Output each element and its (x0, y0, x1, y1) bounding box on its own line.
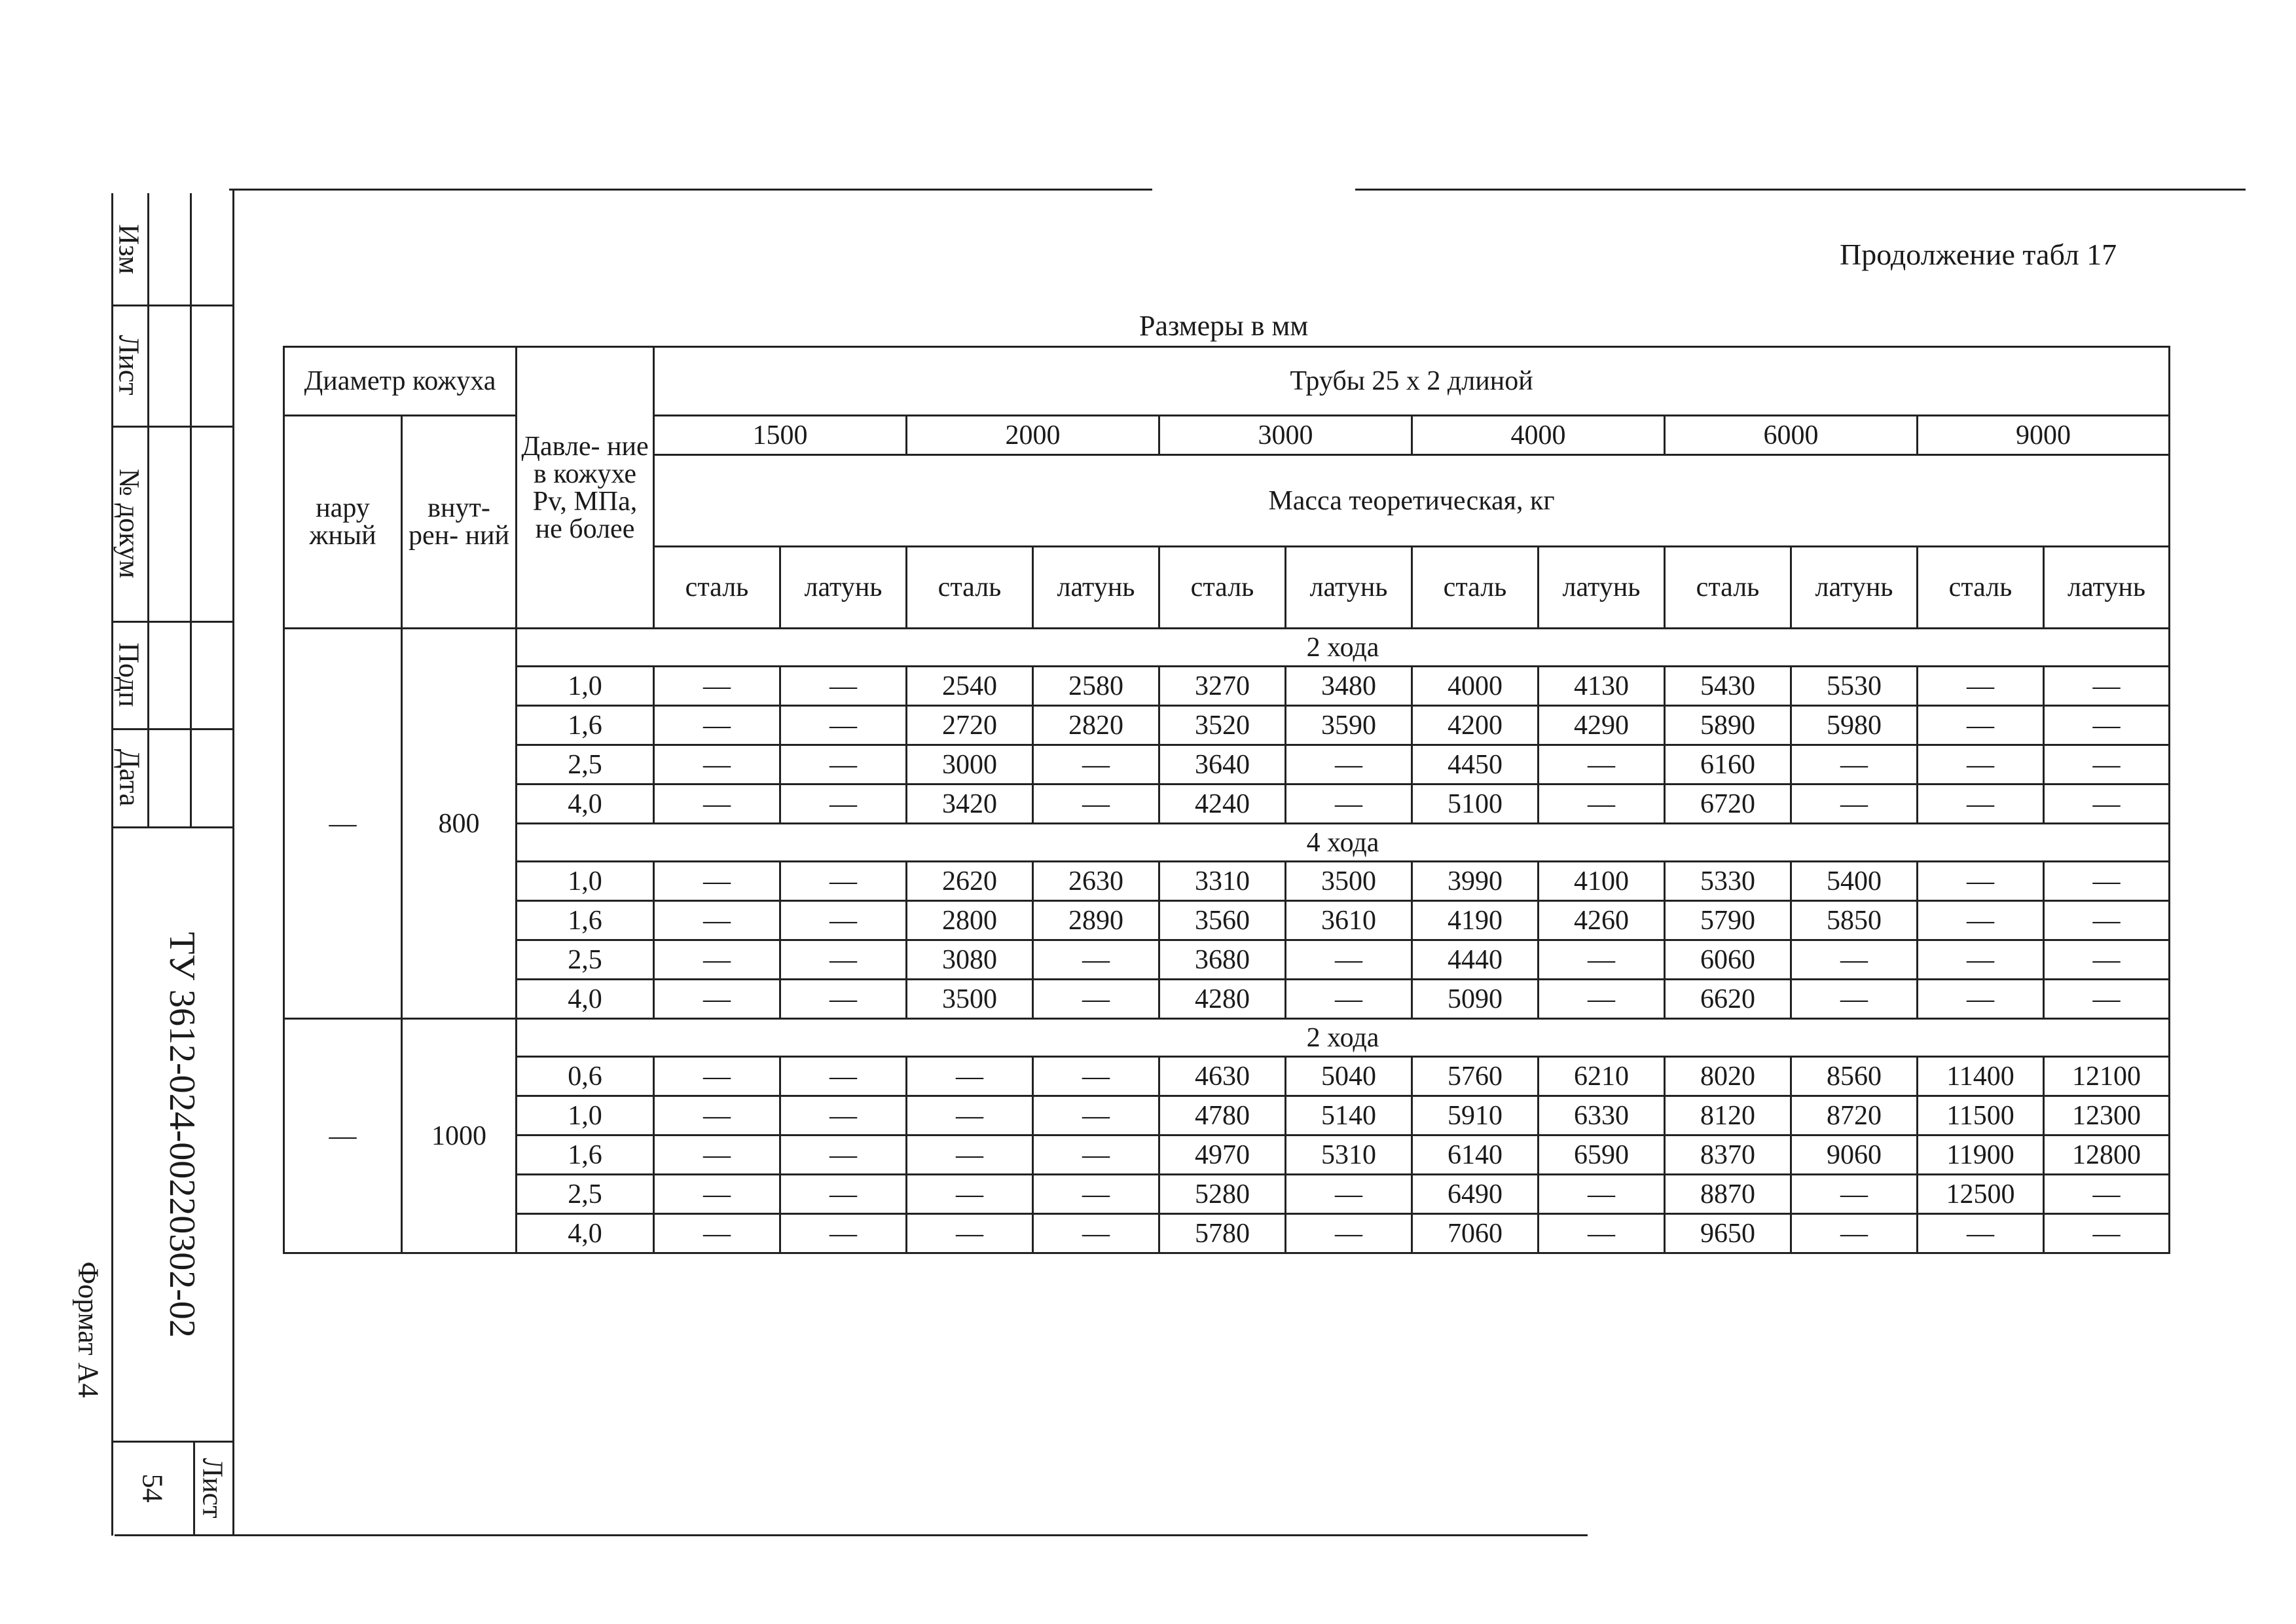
mass-cell: 6490 (1412, 1175, 1539, 1214)
mass-cell: — (654, 980, 780, 1019)
mass-cell: — (1286, 1175, 1412, 1214)
pressure-cell: 0,6 (517, 1057, 654, 1096)
mass-cell: 2800 (907, 901, 1033, 940)
mass-cell: 8370 (1665, 1135, 1791, 1175)
mass-cell: 3560 (1159, 901, 1286, 940)
material-header: латунь (1286, 547, 1412, 629)
table-row (284, 745, 2170, 784)
inner-diameter-cell: 1000 (402, 1019, 517, 1253)
mass-cell: — (1539, 1214, 1665, 1253)
pressure-cell: 4,0 (517, 980, 654, 1019)
mass-cell: — (654, 667, 780, 706)
mass-cell: 4970 (1159, 1135, 1286, 1175)
mass-cell: 2820 (1033, 706, 1159, 745)
mass-cell: 4290 (1539, 706, 1665, 745)
mass-cell: 4280 (1159, 980, 1286, 1019)
bottom-border (115, 1534, 1588, 1536)
mass-cell: — (2044, 1175, 2170, 1214)
mass-cell: — (780, 940, 907, 980)
length-header: 2000 (907, 416, 1159, 455)
table-row (284, 1057, 2170, 1096)
mass-cell: — (780, 706, 907, 745)
tubes-header: Трубы 25 х 2 длиной (654, 347, 2170, 416)
mass-cell: — (780, 1175, 907, 1214)
mass-cell: 5760 (1412, 1057, 1539, 1096)
mass-cell: — (780, 1135, 907, 1175)
mass-header: Масса теоретическая, кг (654, 455, 2170, 547)
material-header: латунь (780, 547, 907, 629)
sheet-label-text: Лист (196, 1458, 229, 1519)
mass-cell: 12300 (2044, 1096, 2170, 1135)
mass-cell: 3420 (907, 784, 1033, 824)
mass-cell: 3990 (1412, 862, 1539, 901)
mass-cell: 6160 (1665, 745, 1791, 784)
mass-cell: 4260 (1539, 901, 1665, 940)
mass-cell: 5310 (1286, 1135, 1412, 1175)
length-header: 1500 (654, 416, 907, 455)
material-header: сталь (1412, 547, 1539, 629)
mass-cell: 4190 (1412, 901, 1539, 940)
pressure-cell: 2,5 (517, 940, 654, 980)
mass-cell: — (1033, 1057, 1159, 1096)
mass-cell: 3500 (907, 980, 1033, 1019)
mass-cell: 4200 (1412, 706, 1539, 745)
mass-cell: — (1791, 940, 1918, 980)
mass-cell: — (2044, 745, 2170, 784)
mass-cell: 3000 (907, 745, 1033, 784)
outer-diameter-cell: — (284, 1019, 402, 1253)
mass-cell: — (654, 901, 780, 940)
mass-cell: — (1791, 784, 1918, 824)
mass-cell: 4630 (1159, 1057, 1286, 1096)
mass-cell: — (1791, 1175, 1918, 1214)
table-row (284, 901, 2170, 940)
mass-cell: 8120 (1665, 1096, 1791, 1135)
mass-cell: 5040 (1286, 1057, 1412, 1096)
mass-cell: — (654, 706, 780, 745)
mass-cell: — (1286, 940, 1412, 980)
stamp-doc-no (111, 426, 147, 621)
mass-cell: 6720 (1665, 784, 1791, 824)
mass-cell: — (1791, 980, 1918, 1019)
mass-cell: — (780, 980, 907, 1019)
mass-cell: 5910 (1412, 1096, 1539, 1135)
mass-cell: — (780, 1057, 907, 1096)
mass-cell: 8870 (1665, 1175, 1791, 1214)
section-title: 4 хода (517, 824, 2170, 862)
mass-cell: — (907, 1175, 1033, 1214)
mass-cell: 5890 (1665, 706, 1791, 745)
mass-cell: — (1918, 667, 2044, 706)
stamp-izm-label: Изм (113, 223, 146, 274)
stamp-podp (111, 621, 147, 728)
stamp-list (111, 304, 147, 426)
stamp-list-label: Лист (113, 335, 145, 396)
length-header: 3000 (1159, 416, 1412, 455)
section-row (284, 629, 2170, 667)
mass-cell: 4440 (1412, 940, 1539, 980)
mass-cell: — (780, 1214, 907, 1253)
continuation-title: Продолжение табл 17 (1840, 238, 2117, 271)
mass-cell: — (1918, 940, 2044, 980)
stamp-data (111, 728, 147, 826)
mass-cell: 6330 (1539, 1096, 1665, 1135)
sheet-label (193, 1441, 232, 1536)
mass-cell: — (780, 745, 907, 784)
mass-cell: — (654, 1214, 780, 1253)
mass-cell: — (1791, 1214, 1918, 1253)
stamp-podp-label: Подп (113, 642, 146, 707)
material-header: сталь (654, 547, 780, 629)
mass-cell: 5780 (1159, 1214, 1286, 1253)
stamp-line-2 (147, 193, 149, 828)
mass-cell: — (1033, 745, 1159, 784)
table-row (284, 1135, 2170, 1175)
mass-cell: — (1033, 940, 1159, 980)
sheet-number-text: 54 (136, 1473, 168, 1503)
mass-cell: 5400 (1791, 862, 1918, 901)
mass-cell: 2580 (1033, 667, 1159, 706)
mass-cell: 11400 (1918, 1057, 2044, 1096)
mass-cell: — (2044, 1214, 2170, 1253)
mass-cell: — (1033, 980, 1159, 1019)
material-header: сталь (1918, 547, 2044, 629)
mass-cell: — (654, 1135, 780, 1175)
mass-cell: 9650 (1665, 1214, 1791, 1253)
mass-cell: 4780 (1159, 1096, 1286, 1135)
mass-cell: — (1539, 1175, 1665, 1214)
mass-cell: 12800 (2044, 1135, 2170, 1175)
pressure-cell: 1,6 (517, 1135, 654, 1175)
mass-cell: 4240 (1159, 784, 1286, 824)
stamp-doc-no-label: № докум (113, 468, 146, 578)
table-row (284, 940, 2170, 980)
length-header: 4000 (1412, 416, 1665, 455)
mass-cell: — (1286, 745, 1412, 784)
mass-cell: 5100 (1412, 784, 1539, 824)
mass-cell: — (1918, 980, 2044, 1019)
stamp-data-label: Дата (113, 748, 146, 806)
outer-diameter-cell: — (284, 629, 402, 1019)
mass-cell: 5530 (1791, 667, 1918, 706)
mass-cell: 3640 (1159, 745, 1286, 784)
material-header: сталь (1159, 547, 1286, 629)
mass-cell: — (1286, 784, 1412, 824)
mass-cell: — (1918, 745, 2044, 784)
mass-cell: — (2044, 667, 2170, 706)
format-label (65, 1244, 111, 1414)
mass-cell: — (907, 1096, 1033, 1135)
mass-cell: 4450 (1412, 745, 1539, 784)
mass-cell: 3610 (1286, 901, 1412, 940)
mass-cell: — (2044, 901, 2170, 940)
mass-cell: 11500 (1918, 1096, 2044, 1135)
mass-cell: 2540 (907, 667, 1033, 706)
mass-cell: — (1918, 784, 2044, 824)
mass-cell: 3310 (1159, 862, 1286, 901)
mass-cell: — (654, 784, 780, 824)
mass-cell: — (2044, 980, 2170, 1019)
mass-cell: 7060 (1412, 1214, 1539, 1253)
mass-cell: 3520 (1159, 706, 1286, 745)
document-code-text: ТУ 3612-024-00220302-02 (161, 931, 202, 1338)
mass-cell: 8560 (1791, 1057, 1918, 1096)
mass-cell: 5280 (1159, 1175, 1286, 1214)
mass-cell: — (780, 784, 907, 824)
mass-cell: — (780, 1096, 907, 1135)
mass-cell: — (1918, 862, 2044, 901)
mass-cell: 3680 (1159, 940, 1286, 980)
material-header: латунь (1033, 547, 1159, 629)
header-row-1 (284, 347, 2170, 416)
mass-cell: — (1918, 901, 2044, 940)
table-row (284, 1175, 2170, 1214)
mass-cell: — (654, 1175, 780, 1214)
mass-cell: 6140 (1412, 1135, 1539, 1175)
material-header: сталь (1665, 547, 1791, 629)
mass-cell: — (2044, 940, 2170, 980)
pressure-cell: 1,0 (517, 862, 654, 901)
mass-cell: — (654, 745, 780, 784)
pressure-cell: 2,5 (517, 745, 654, 784)
material-header: сталь (907, 547, 1033, 629)
length-header: 9000 (1918, 416, 2170, 455)
section-row (284, 824, 2170, 862)
mass-cell: — (2044, 862, 2170, 901)
table-row (284, 784, 2170, 824)
pressure-cell: 4,0 (517, 1214, 654, 1253)
mass-cell: 11900 (1918, 1135, 2044, 1175)
mass-cell: — (1539, 940, 1665, 980)
mass-table (283, 346, 2170, 1254)
mass-cell: — (780, 862, 907, 901)
mass-cell: — (654, 940, 780, 980)
table-body (284, 347, 2170, 1253)
mass-cell: 5330 (1665, 862, 1791, 901)
mass-cell: 2720 (907, 706, 1033, 745)
mass-cell: 5090 (1412, 980, 1539, 1019)
mass-cell: — (2044, 706, 2170, 745)
mass-cell: — (1791, 745, 1918, 784)
mass-cell: — (1286, 1214, 1412, 1253)
table-row (284, 980, 2170, 1019)
length-header: 6000 (1665, 416, 1918, 455)
mass-cell: — (654, 1096, 780, 1135)
mass-cell: 4100 (1539, 862, 1665, 901)
mass-cell: — (1539, 980, 1665, 1019)
mass-cell: 3590 (1286, 706, 1412, 745)
table-row (284, 862, 2170, 901)
mass-cell: 6210 (1539, 1057, 1665, 1096)
mass-cell: 12100 (2044, 1057, 2170, 1096)
pressure-header: Давле- ние в кожухе Pv, МПа, не более (517, 347, 654, 629)
mass-cell: — (1033, 1214, 1159, 1253)
mass-cell: 5850 (1791, 901, 1918, 940)
mass-cell: — (907, 1057, 1033, 1096)
section-title: 2 хода (517, 1019, 2170, 1057)
outer-header: нару жный (284, 416, 402, 629)
mass-cell: — (907, 1214, 1033, 1253)
top-border-right (1355, 189, 2246, 191)
mass-cell: 9060 (1791, 1135, 1918, 1175)
document-code (131, 828, 232, 1441)
pressure-cell: 1,6 (517, 706, 654, 745)
top-border-left (229, 189, 1152, 191)
table-row (284, 1096, 2170, 1135)
pressure-cell: 1,0 (517, 667, 654, 706)
format-label-text: Формат А4 (72, 1261, 105, 1398)
mass-cell: — (654, 862, 780, 901)
material-header: латунь (2044, 547, 2170, 629)
material-header: латунь (1539, 547, 1665, 629)
mass-cell: 5980 (1791, 706, 1918, 745)
pressure-cell: 4,0 (517, 784, 654, 824)
stamp-izm (111, 193, 147, 304)
mass-cell: — (1286, 980, 1412, 1019)
mass-cell: 8020 (1665, 1057, 1791, 1096)
mass-cell: — (1539, 784, 1665, 824)
section-title: 2 хода (517, 629, 2170, 667)
mass-cell: — (1033, 784, 1159, 824)
mass-cell: 5430 (1665, 667, 1791, 706)
mass-cell: — (1918, 706, 2044, 745)
mass-cell: 12500 (1918, 1175, 2044, 1214)
mass-cell: — (1033, 1175, 1159, 1214)
mass-cell: — (780, 667, 907, 706)
mass-cell: 6620 (1665, 980, 1791, 1019)
mass-cell: 5140 (1286, 1096, 1412, 1135)
sizes-note: Размеры в мм (1139, 310, 1309, 342)
left-frame-line (232, 189, 234, 1536)
section-row (284, 1019, 2170, 1057)
mass-cell: 5790 (1665, 901, 1791, 940)
pressure-cell: 2,5 (517, 1175, 654, 1214)
mass-cell: — (780, 901, 907, 940)
mass-cell: 3500 (1286, 862, 1412, 901)
mass-cell: 3270 (1159, 667, 1286, 706)
stamp-line-3 (190, 193, 192, 828)
mass-cell: — (1918, 1214, 2044, 1253)
table-row (284, 706, 2170, 745)
mass-cell: 2620 (907, 862, 1033, 901)
mass-cell: 2630 (1033, 862, 1159, 901)
mass-cell: 2890 (1033, 901, 1159, 940)
sheet-number (111, 1441, 193, 1536)
mass-cell: — (1539, 745, 1665, 784)
mass-cell: 3080 (907, 940, 1033, 980)
mass-cell: 4130 (1539, 667, 1665, 706)
mass-cell: 6060 (1665, 940, 1791, 980)
pressure-cell: 1,0 (517, 1096, 654, 1135)
mass-cell: — (1033, 1135, 1159, 1175)
mass-cell: — (654, 1057, 780, 1096)
mass-cell: 4000 (1412, 667, 1539, 706)
mass-cell: — (1033, 1096, 1159, 1135)
table-row (284, 1214, 2170, 1253)
mass-cell: 3480 (1286, 667, 1412, 706)
mass-cell: 6590 (1539, 1135, 1665, 1175)
table-row (284, 667, 2170, 706)
material-header: латунь (1791, 547, 1918, 629)
pressure-cell: 1,6 (517, 901, 654, 940)
diameter-header: Диаметр кожуха (284, 347, 517, 416)
mass-cell: — (907, 1135, 1033, 1175)
mass-cell: — (2044, 784, 2170, 824)
inner-header: внут- рен- ний (402, 416, 517, 629)
mass-cell: 8720 (1791, 1096, 1918, 1135)
inner-diameter-cell: 800 (402, 629, 517, 1019)
